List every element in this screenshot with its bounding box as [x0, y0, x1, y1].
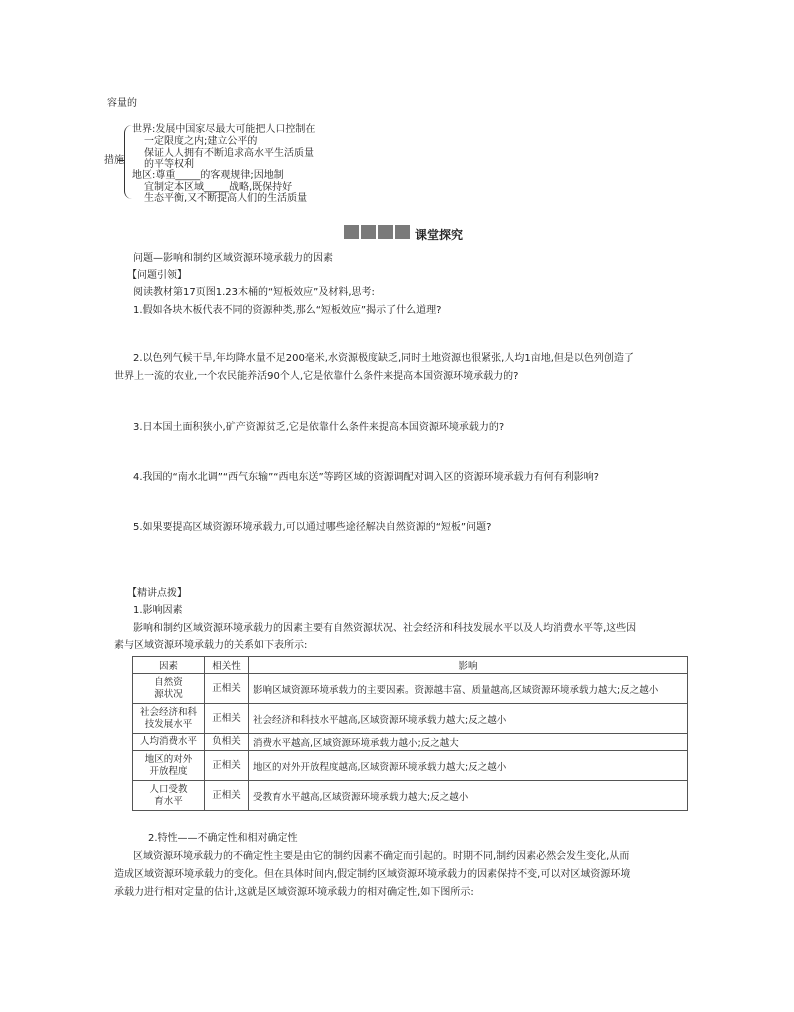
- table-row: [133, 704, 688, 734]
- table-row: [133, 751, 688, 781]
- measure-line: 生态平衡,又不断提高人们的生活质量: [144, 193, 308, 204]
- point2-text-line: 造成区域资源环境承载力的变化。但在具体时间内,假定制约区域资源环境承载力的因素保持不变,可以对区域资源环境: [114, 869, 631, 880]
- factor-cell: 地区的对外 开放程度: [133, 751, 205, 781]
- lead-label: 【问题引领】: [127, 270, 187, 281]
- question-4: 4.我国的“南水北调”“西气东输”“西电东送”等跨区域的资源调配对调入区的资源环境承载力有何有利影响?: [133, 472, 599, 483]
- intro-fragment: 容量的: [107, 98, 137, 109]
- table-header: 因素: [133, 657, 205, 674]
- section-decoration: [344, 225, 410, 239]
- question-1: 1.假如各块木板代表不同的资源种类,那么“短板效应”揭示了什么道理?: [133, 305, 442, 316]
- effect-cell: 影响区域资源环境承载力的主要因素。资源越丰富、质量越高,区域资源环境承载力越大;反之越小: [249, 674, 688, 704]
- effect-cell: 地区的对外开放程度越高,区域资源环境承载力越大;反之越小: [249, 751, 688, 781]
- factor-cell: 人口受教 育水平: [133, 781, 205, 811]
- section-title: 课堂探究: [415, 228, 464, 242]
- measure-line: 一定限度之内;建立公平的: [144, 136, 258, 147]
- correlation-cell: 正相关: [205, 674, 249, 704]
- correlation-cell: 负相关: [205, 734, 249, 751]
- measure-line: 世界:发展中国家尽最大可能把人口控制在: [132, 124, 316, 135]
- point1-title: 1.影响因素: [133, 605, 183, 616]
- point1-text-line: 素与区域资源环境承载力的关系如下表所示:: [114, 640, 308, 651]
- factor-cell: 自然资 源状况: [133, 674, 205, 704]
- brace-tick: [118, 160, 124, 161]
- measures-label: 措施: [104, 155, 124, 166]
- table-row: [133, 781, 688, 811]
- factor-cell: 人均消费水平: [133, 734, 205, 751]
- table-header: 相关性: [205, 657, 249, 674]
- measure-line: 保证人人拥有不断追求高水平生活质量: [144, 148, 314, 159]
- lead-text: 阅读教材第17页图1.23木桶的“短板效应”及材料,思考:: [133, 287, 375, 298]
- effect-cell: 消费水平越高,区域资源环境承载力越小;反之越大: [249, 734, 688, 751]
- table-row: [133, 674, 688, 704]
- question-5: 5.如果要提高区域资源环境承载力,可以通过哪些途径解决自然资源的“短板”问题?: [133, 522, 492, 533]
- measure-line: 的平等权利: [144, 159, 194, 170]
- explain-label: 【精讲点拨】: [127, 588, 187, 599]
- question-2-line-2: 世界上一流的农业,一个农民能养活90个人,它是依靠什么条件来提高本国资源环境承载力的?: [114, 371, 519, 382]
- table-header: 影响: [249, 657, 688, 674]
- measure-line: 宜制定本区域_____战略,既保持好: [144, 182, 293, 193]
- correlation-cell: 正相关: [205, 704, 249, 734]
- brace: [124, 125, 133, 199]
- question-2-line-1: 2.以色列气候干旱,年均降水量不足200毫米,水资源极度缺乏,同时土地资源也很紧张,人均1亩地,但是以色列创造了: [133, 353, 634, 364]
- effect-cell: 受教育水平越高,区域资源环境承载力越大;反之越小: [249, 781, 688, 811]
- point2-text-line: 区域资源环境承载力的不确定性主要是由它的制约因素不确定而引起的。时期不同,制约因素必然会发生变化,从而: [133, 851, 630, 862]
- table-header-row: [133, 657, 688, 674]
- point1-text-line: 影响和制约区域资源环境承载力的因素主要有自然资源状况、社会经济和科技发展水平以及人均消费水平等,这些因: [133, 623, 637, 634]
- factor-cell: 社会经济和科 技发展水平: [133, 704, 205, 734]
- question-3: 3.日本国土面积狭小,矿产资源贫乏,它是依靠什么条件来提高本国资源环境承载力的?: [133, 422, 505, 433]
- correlation-cell: 正相关: [205, 781, 249, 811]
- effect-cell: 社会经济和科技水平越高,区域资源环境承载力越大;反之越小: [249, 704, 688, 734]
- point2-title: 2.特性——不确定性和相对确定性: [148, 833, 298, 844]
- table-row: [133, 734, 688, 751]
- factors-table: [132, 656, 688, 811]
- correlation-cell: 正相关: [205, 751, 249, 781]
- point2-text-line: 承载力进行相对定量的估计,这就是区域资源环境承载力的相对确定性,如下图所示:: [114, 887, 474, 898]
- problem-title: 问题—影响和制约区域资源环境承载力的因素: [133, 253, 333, 264]
- measure-line: 地区:尊重_____的客观规律;因地制: [132, 170, 284, 181]
